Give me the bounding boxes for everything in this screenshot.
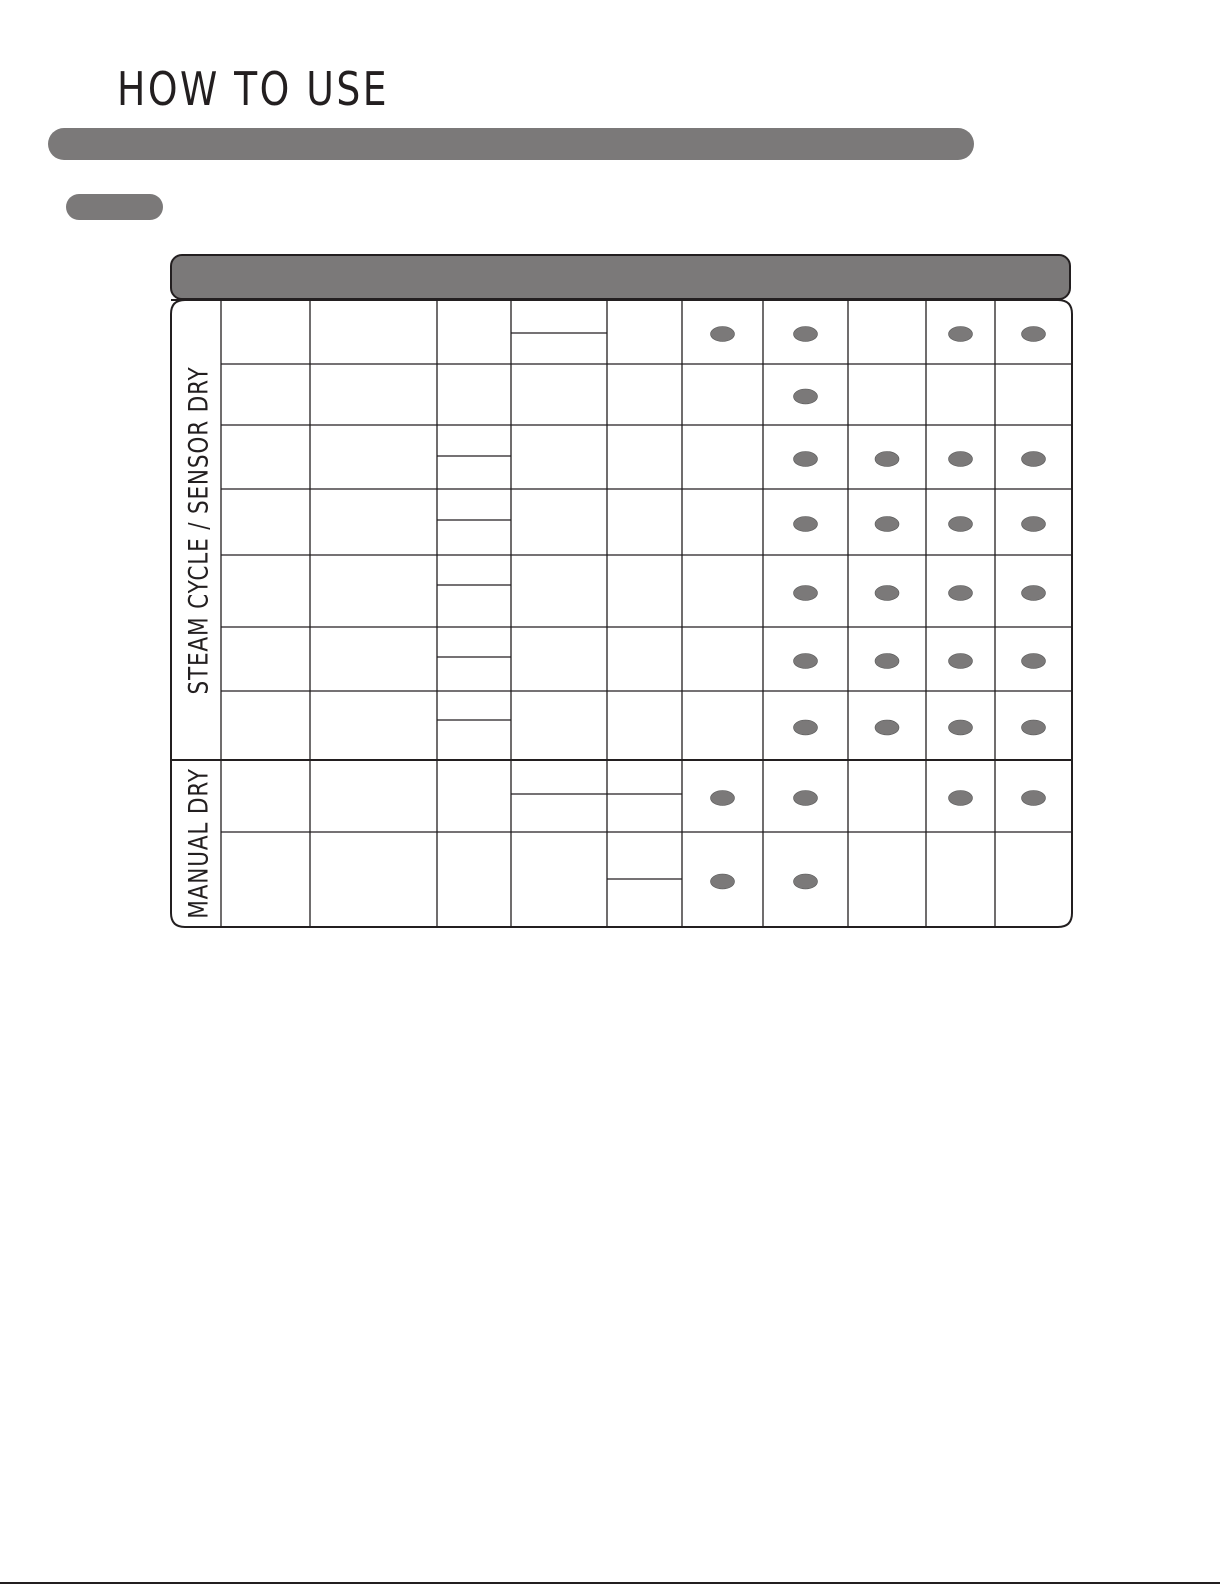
cell-mark-dot [794,791,818,806]
cell-mark-dot [949,720,973,735]
cell-mark-dot [1022,327,1046,342]
cell-mark-dot [875,452,899,467]
cell-mark-dot [949,791,973,806]
group-label-steam-sensor: STEAM CYCLE / SENSOR DRY [183,365,215,695]
cell-mark-dot [794,327,818,342]
cell-mark-dot [875,586,899,601]
cell-mark-dot [949,517,973,532]
cell-mark-dot [949,654,973,669]
cell-mark-dot [794,517,818,532]
cell-mark-dot [875,517,899,532]
cell-mark-dot [1022,791,1046,806]
cell-mark-dot [1022,720,1046,735]
table-frame [171,300,1072,927]
cell-mark-dot [949,586,973,601]
cell-mark-dot [794,874,818,889]
cell-mark-dot [875,720,899,735]
cell-mark-dot [949,327,973,342]
cell-mark-dot [1022,517,1046,532]
cell-mark-dot [794,452,818,467]
cell-mark-dot [875,654,899,669]
cell-mark-dot [711,327,735,342]
cell-mark-dot [711,791,735,806]
cell-mark-dot [794,586,818,601]
footer-rule [0,1582,1220,1584]
group-label-manual-dry: MANUAL DRY [183,768,215,919]
cell-mark-dot [794,654,818,669]
cell-mark-dot [1022,452,1046,467]
cell-mark-dot [1022,654,1046,669]
cell-mark-dot [794,389,818,404]
cell-mark-dot [794,720,818,735]
page-title: HOW TO USE [117,62,390,116]
cell-mark-dot [949,452,973,467]
cell-mark-dot [711,874,735,889]
cell-mark-dot [1022,586,1046,601]
